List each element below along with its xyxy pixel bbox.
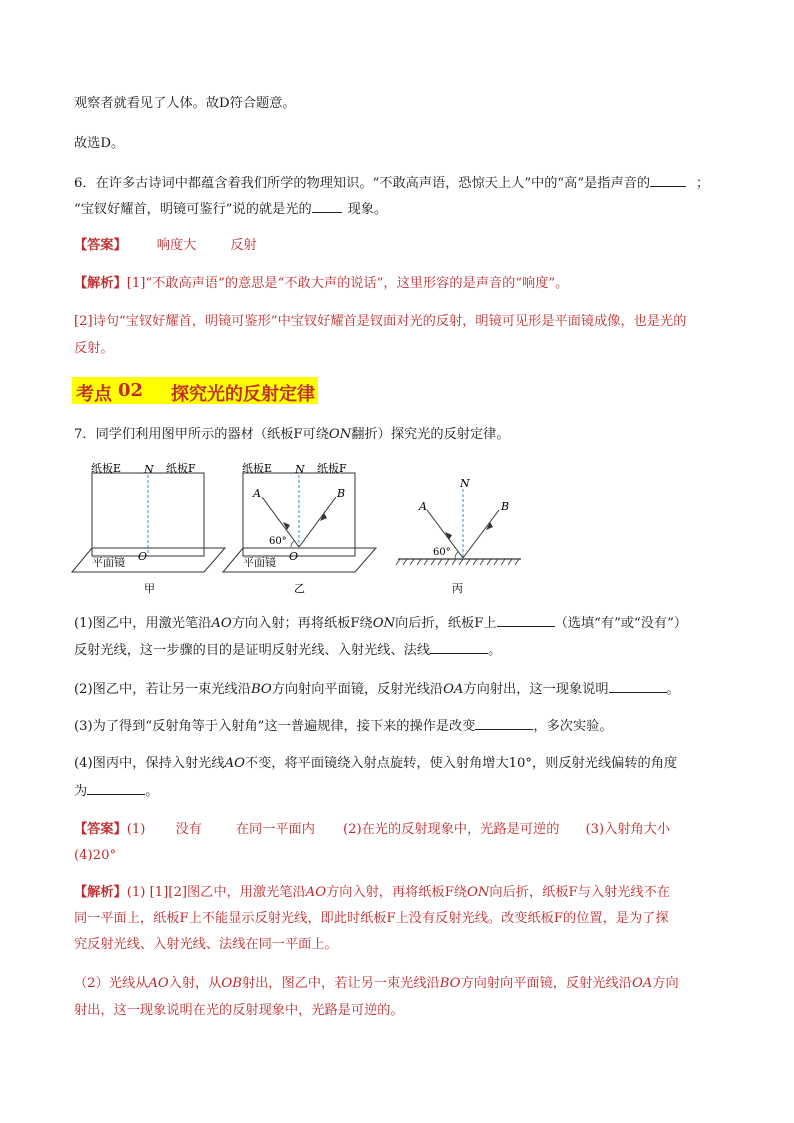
q7-answer-4: (2)在光的反射现象中，光路是可逆的: [342, 822, 560, 837]
q7-sub3: [74, 718, 613, 735]
q7-an4-a: （2）光线从: [74, 976, 149, 991]
q7-sub4-line1: [74, 756, 677, 772]
jia-label-mirror: 平面镜: [92, 556, 125, 569]
q7-answer-1: (1): [126, 822, 146, 837]
q7-sub1-line2: [74, 642, 501, 659]
q7-s1-d: （选填“有”或“没有”）: [554, 616, 688, 631]
bing-reflected-ray: [463, 510, 499, 558]
q7-s1-b: 方向入射；再将纸板F绕: [231, 616, 373, 631]
yi-label-a: A: [253, 487, 261, 500]
q6-analysis-1: [74, 276, 568, 292]
q7-answer-3: 在同一平面内: [235, 822, 315, 837]
q6-stem-line1: [74, 175, 709, 192]
q7-analysis-line5: 射出，这一现象说明在光的反射现象中，光路是可逆的。: [74, 1003, 404, 1018]
q7-s1-a: (1)图乙中，用激光笔沿: [74, 616, 212, 631]
jia-label-o: O: [138, 550, 148, 563]
q6-answer-2: 反射: [230, 238, 257, 253]
jia-label-board-f: 纸板F: [166, 462, 196, 475]
yi-label-b: B: [337, 487, 346, 500]
q6-blank-2: [312, 201, 342, 213]
q7-s3-blank: [475, 718, 533, 730]
q7-s2-blank: [609, 681, 667, 693]
bing-angle-arc: [455, 552, 458, 558]
q7-s1-f: 。: [488, 643, 502, 658]
section-prefix: 考点: [76, 384, 112, 405]
q6-analysis-text-1: [1]“不敢高声语”的意思是“不敢大声的说话”，这里形容的是声音的“响度”。: [126, 276, 569, 291]
section-number: 02: [118, 380, 144, 401]
paragraph-conclusion: 观察者就看见了人体。故D符合题意。: [74, 96, 296, 111]
bing-label-a: A: [419, 500, 427, 513]
q7-sub4-line2: [74, 783, 158, 800]
yi-caption: 乙: [294, 582, 305, 595]
q7-s2-c: 方向射出，这一现象说明: [463, 682, 609, 697]
answer-tag: 【答案】: [74, 238, 127, 253]
q7-s2-d: 。: [666, 682, 680, 697]
q6-stem-line2: [74, 201, 387, 218]
q6-stem-end: 现象。: [347, 202, 388, 217]
q7-an4-oa: OA: [631, 976, 653, 991]
q7-s1-blank-1: [497, 615, 555, 627]
q7-analysis-line3: 究反射光线、入射光线、法线在同一平面上。: [74, 937, 338, 952]
yi-label-board-f: 纸板F: [317, 462, 347, 475]
yi-label-o: O: [289, 550, 299, 563]
q6-stem-text: 6．在许多古诗词中都蕴含着我们所学的物理知识。“不敢高声语，恐惊天上人”中的“高”是指声音的: [74, 176, 651, 191]
q6-analysis-3: 反射。: [74, 341, 114, 356]
q6-stem-text-2: “宝钗好耀首，明镜可鉴行”说的就是光的: [74, 202, 312, 217]
section-heading: [72, 377, 318, 404]
q7-s4-blank: [87, 783, 145, 795]
q7-an1-on: ON: [467, 885, 490, 900]
yi-label-mirror: 平面镜: [243, 556, 276, 569]
yi-label-board-e: 纸板E: [242, 462, 273, 475]
q7-stem-b: 翻折）探究光的反射定律。: [351, 427, 510, 442]
jia-label-n: N: [144, 463, 154, 476]
q6-stem-punct: ；: [696, 176, 710, 191]
q7-s4-a: (4)图丙中，保持入射光线: [74, 756, 225, 771]
q7-s3-b: ，多次实验。: [533, 719, 613, 734]
yi-label-n: N: [295, 463, 305, 476]
q7-answer-2: 没有: [175, 822, 202, 837]
q7-analysis-line1: [74, 885, 670, 901]
q7-an4-c: 射出，图乙中，若让另一束光线沿: [241, 976, 440, 991]
q7-answer-line1: [74, 822, 670, 838]
bing-label-n: N: [460, 477, 470, 490]
q7-s2-a: (2)图乙中，若让另一束光线沿: [74, 682, 251, 697]
bing-caption: 丙: [452, 582, 463, 595]
q7-s1-c: 向后折，纸板F上: [395, 616, 497, 631]
q7-an4-ao: AO: [148, 976, 169, 991]
q7-s4-c: 为: [74, 784, 88, 799]
q7-analysis-tag: 【解析】: [74, 885, 127, 900]
q7-s1-ao: AO: [211, 616, 232, 631]
q7-s2-b: 方向射向平面镜，反射光线沿: [271, 682, 444, 697]
q7-s4-ao: AO: [224, 756, 245, 771]
yi-label-angle: 60°: [269, 536, 287, 547]
q7-stem: [74, 427, 510, 443]
q7-an1-c: 向后折，纸板F与入射光线不在: [489, 885, 670, 900]
q7-analysis-line4: [74, 976, 679, 992]
q7-s1-blank-2: [430, 642, 488, 654]
q7-s4-b: 不变，将平面镜绕入射点旋转，使入射角增大10°，则反射光线偏转的角度: [244, 756, 678, 771]
q7-figure: [0, 455, 794, 600]
q7-stem-a: 7．同学们利用图甲所示的器材（纸板F可绕: [74, 427, 329, 442]
q7-sub2: [74, 681, 680, 698]
jia-caption: 甲: [144, 582, 155, 595]
q7-s2-bo: BO: [250, 682, 272, 697]
q7-an4-ob: OB: [221, 976, 242, 991]
section-title: 探究光的反射定律: [171, 384, 315, 405]
q7-s4-d: 。: [145, 784, 159, 799]
analysis-tag: 【解析】: [74, 276, 127, 291]
q7-an1-a: (1) [1][2]图乙中，用激光笔沿: [126, 885, 306, 900]
bing-label-b: B: [501, 500, 510, 513]
q6-answer-1: 响度大: [156, 238, 197, 253]
figure-yi: [223, 461, 376, 595]
bing-label-angle: 60°: [433, 547, 451, 558]
q6-analysis-2: [2]诗句“宝钗好耀首，明镜可鉴形”中宝钗好耀首是钗面对光的反射，明镜可见形是平面镜成像，也是光的: [74, 314, 687, 329]
q7-s2-oa: OA: [443, 682, 464, 697]
yi-reflected-ray: [299, 497, 336, 547]
q7-an4-b: 入射，从: [168, 976, 222, 991]
q7-answer-5: (3)入射角大小: [585, 822, 671, 837]
q7-stem-on: ON: [328, 427, 352, 442]
q7-an1-ao: AO: [305, 885, 327, 900]
q7-s1-e: 反射光线，这一步骤的目的是证明反射光线、入射光线、法线: [74, 643, 431, 658]
q7-answer-tag: 【答案】: [74, 822, 127, 837]
q7-sub1-line1: [74, 615, 687, 632]
q7-an1-b: 方向入射，再将纸板F绕: [326, 885, 468, 900]
q7-answer-line2: (4)20°: [74, 848, 117, 863]
q7-analysis-line2: 同一平面上，纸板F上不能显示反射光线，即此时纸板F上没有反射光线。改变纸板F的位置，是为了探: [74, 911, 669, 926]
q7-an4-d: 方向射向平面镜，反射光线沿: [460, 976, 632, 991]
q7-s3-a: (3)为了得到“反射角等于入射角”这一普遍规律，接下来的操作是改变: [74, 719, 476, 734]
q6-blank-1: [650, 175, 686, 187]
q7-s1-on: ON: [372, 616, 396, 631]
q7-an4-e: 方向: [652, 976, 679, 991]
bing-mirror-hatch: [396, 559, 519, 565]
figure-bing: [396, 477, 521, 595]
jia-label-board-e: 纸板E: [91, 462, 122, 475]
q7-an4-bo: BO: [439, 976, 461, 991]
paragraph-choice: 故选D。: [74, 136, 125, 151]
figure-jia: [72, 461, 225, 595]
q6-answer: [74, 238, 257, 254]
yi-angle-arc: [291, 541, 294, 547]
